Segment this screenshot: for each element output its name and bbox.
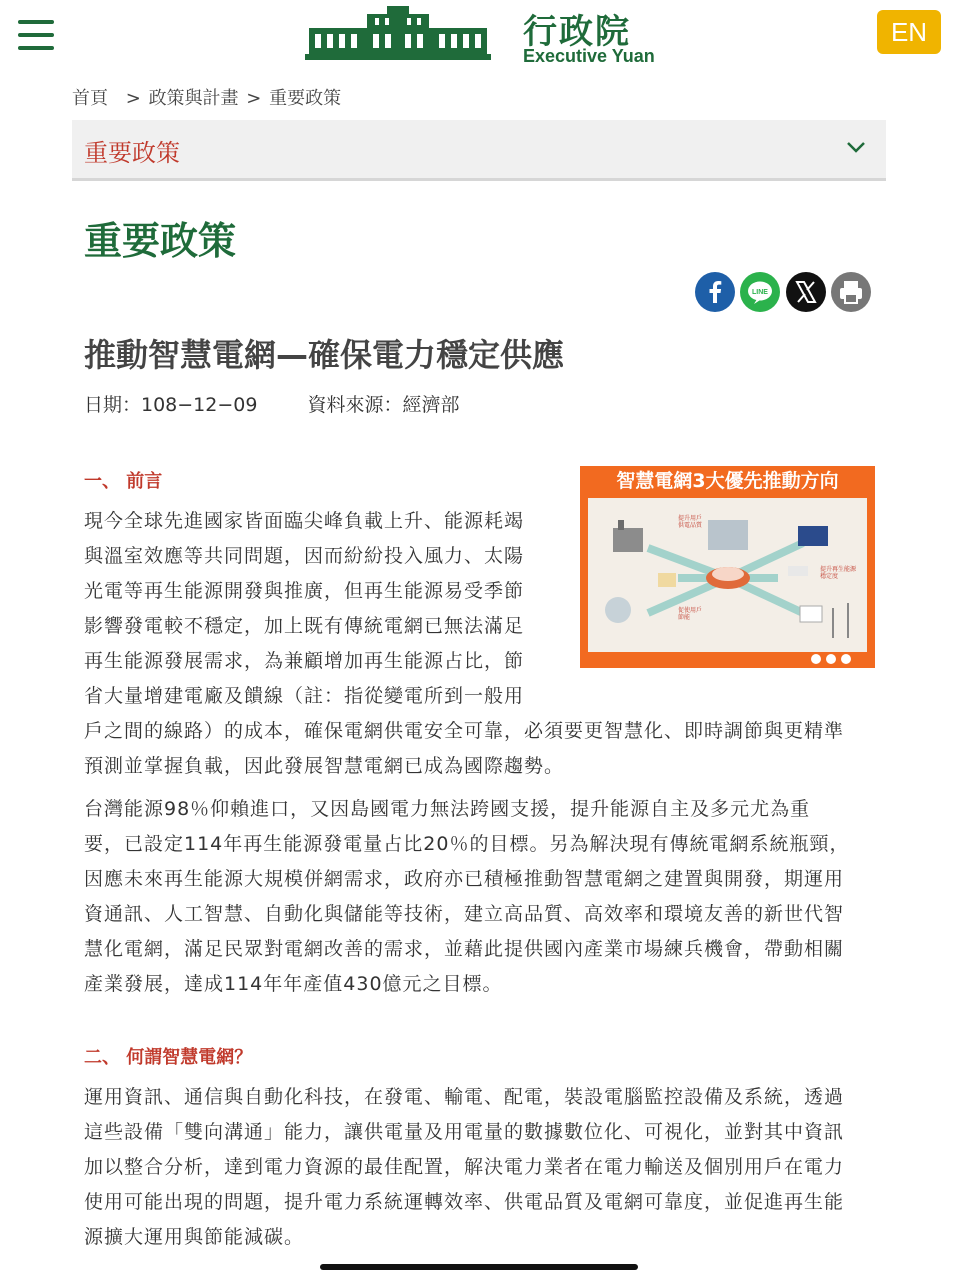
- paragraph-line: 這些設備「雙向溝通」能力，讓供電量及用電量的數據數位化、可視化，並對其中資訊: [84, 1121, 845, 1143]
- paragraph-line: 產業發展，達成114年年產值430億元之目標。: [84, 973, 503, 995]
- paragraph-line: 預測並掌握負載，因此發展智慧電網已成為國際趨勢。: [84, 755, 565, 777]
- building-logo-icon: [305, 4, 495, 66]
- infographic-label-2: 提升再生能源: [820, 566, 857, 573]
- x-share-button[interactable]: [786, 272, 826, 312]
- menu-icon[interactable]: [18, 20, 54, 50]
- facebook-share-button[interactable]: [695, 272, 735, 312]
- section-paragraph: [84, 792, 849, 1002]
- breadcrumb: [72, 84, 343, 110]
- paragraph-line: 加以整合分析，達到電力資源的最佳配置，解決電力業者在電力輸送及個別用戶在電力: [84, 1156, 845, 1178]
- section-heading: 一、 前言: [84, 471, 163, 492]
- home-indicator[interactable]: [320, 1264, 638, 1270]
- breadcrumb-home-link[interactable]: 首頁: [72, 88, 108, 109]
- article-source: 資料來源：經濟部: [307, 394, 460, 416]
- article-meta: [84, 390, 460, 417]
- paragraph-line: 慧化電網，滿足民眾對電網改善的需求，並藉此提供國內產業市場練兵機會，帶動相關: [84, 938, 845, 960]
- page-title: 重要政策: [84, 219, 237, 263]
- paragraph-line: 運用資訊、通信與自動化科技，在發電、輸電、配電，裝設電腦監控設備及系統，透過: [84, 1086, 845, 1108]
- paragraph-line: 戶之間的線路）的成本，確保電網供電安全可靠，必須要更智慧化、即時調節與更精準: [84, 720, 845, 742]
- infographic-label-3: 促使用戶: [678, 607, 703, 614]
- line-share-button[interactable]: [740, 272, 780, 312]
- paragraph-line: 因應未來再生能源大規模併網需求，政府亦已積極推動智慧電網之建置與開發，期運用: [84, 868, 845, 890]
- logo-english-text: Executive Yuan: [523, 46, 655, 66]
- infographic-title: 智慧電網3大優先推動方向: [616, 470, 839, 492]
- language-en-button[interactable]: EN: [877, 10, 941, 54]
- dropdown-selected-label: 重要政策: [84, 139, 180, 167]
- paragraph-line: 源擴大運用與節能減碳。: [84, 1226, 305, 1248]
- paragraph-line: 資通訊、人工智慧、自動化與儲能等技術，建立高品質、高效率和環境友善的新世代智: [84, 903, 845, 925]
- section-heading: 二、 何謂智慧電網？: [84, 1047, 253, 1068]
- svg-text:穩定度: 穩定度: [820, 573, 839, 580]
- section-paragraph: [84, 1080, 844, 1255]
- breadcrumb-current: 重要政策: [269, 88, 342, 109]
- infographic-label-1: 提升用戶: [678, 515, 703, 522]
- paragraph-line: 使用可能出現的問題，提升電力系統運轉效率、供電品質及電網可靠度，並促進再生能: [84, 1191, 845, 1213]
- chevron-down-icon: [846, 140, 866, 154]
- site-header: [0, 0, 959, 72]
- article-date: 日期：108−12−09: [84, 394, 258, 416]
- logo-chinese-text: 行政院: [523, 12, 631, 52]
- paragraph-line: 再生能源發展需求，為兼顧增加再生能源占比，節: [84, 650, 525, 672]
- x-icon: [786, 272, 826, 312]
- paragraph-line: 光電等再生能源開發與推廣，但再生能源易受季節: [84, 580, 525, 602]
- paragraph-line: 要，已設定114年再生能源發電量占比20％的目標。另為解決現有傳統電網系統瓶頸，: [84, 833, 850, 855]
- paragraph-line: 現今全球先進國家皆面臨尖峰負載上升、能源耗竭: [84, 510, 525, 532]
- breadcrumb-separator: >: [246, 88, 262, 109]
- breadcrumb-policy-link[interactable]: 政策與計畫: [148, 88, 239, 109]
- category-dropdown[interactable]: [72, 120, 886, 181]
- svg-text:供電品質: 供電品質: [678, 522, 703, 529]
- paragraph-line: 省大量增建電廠及饋線（註：指從變電所到一般用: [84, 685, 525, 707]
- print-button[interactable]: [831, 272, 871, 312]
- paragraph-line: 台灣能源98％仰賴進口，又因島國電力無法跨國支援，提升能源自主及多元尤為重: [84, 798, 811, 820]
- print-icon: [831, 272, 871, 312]
- svg-text:節能: 節能: [678, 614, 691, 621]
- facebook-icon: [695, 272, 735, 312]
- paragraph-line: 影響發電較不穩定，加上既有傳統電網已無法滿足: [84, 615, 525, 637]
- article-title: 推動智慧電網—確保電力穩定供應: [84, 336, 565, 374]
- breadcrumb-separator: >: [125, 88, 141, 109]
- svg-text:LINE: LINE: [752, 289, 768, 296]
- section-paragraph: [84, 504, 844, 784]
- paragraph-line: 與溫室效應等共同問題，因而紛紛投入風力、太陽: [84, 545, 525, 567]
- site-logo[interactable]: [305, 4, 665, 66]
- line-icon: [740, 272, 780, 312]
